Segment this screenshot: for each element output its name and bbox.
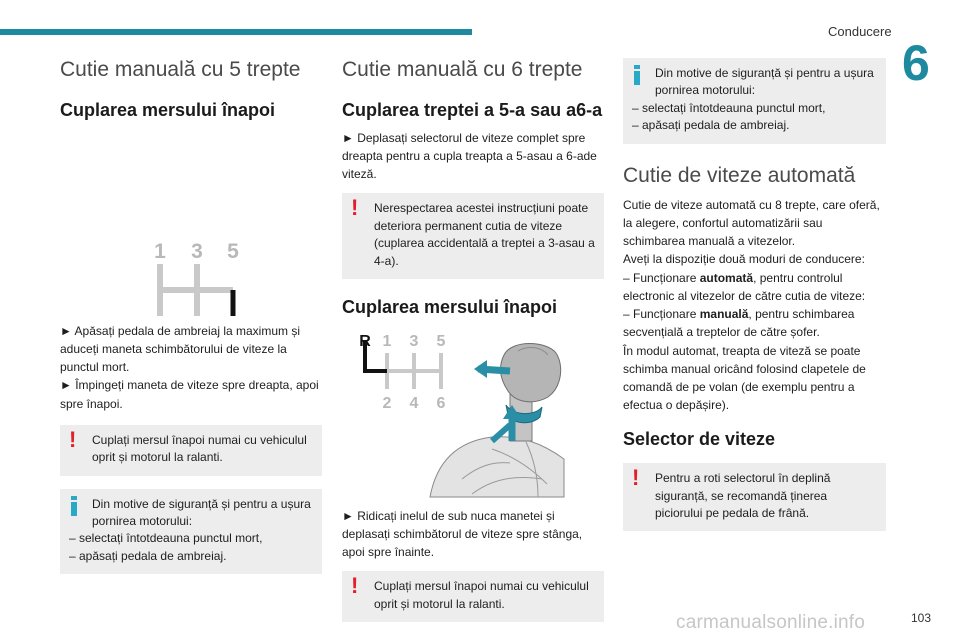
info-item-neutral: – selectați întotdeauna punctul mort, [632, 100, 826, 115]
para-paddles: În modul automat, treapta de viteză se poate schimba manual oricând folosind clapetele de comandă de pe volan (de exemplu pentru a efectua o depășire). [623, 343, 866, 413]
warning-text-part: Nerespectarea acestei instrucțiuni poate deteriora permanent cutia de viteze (cuplarea accidentală a treptei a 3-asau a 4-a). [374, 201, 595, 268]
info-note-safety-6 [623, 58, 886, 144]
warning-icon: ! [351, 573, 359, 599]
heading-5th-6th-gear: Cuplarea treptei a 5-a sau a6-a [342, 100, 603, 121]
warning-text-part: Pentru a roti selectorul în deplină siguranță, se recomandă ținerea piciorului pe pedala de frână. [655, 471, 831, 520]
step-lift-ring: ► Ridicați inelul de sub nuca manetei și deplasați schimbătorul de viteze spre stânga, apoi spre înainte. [342, 508, 583, 560]
gear6-label-5: 5 [436, 332, 446, 350]
step-move-right: ► Deplasați selectorul de viteze complet spre dreapta pentru a cupla treapta a 5-asau a 6-ade viteză. [342, 130, 597, 182]
column-manual-6-speed [342, 58, 604, 622]
gear-label-4 [191, 324, 203, 326]
gear-label-5: 5 [227, 239, 239, 263]
info-icon [634, 65, 640, 85]
warning-text: Cuplați mersul înapoi numai cu vehiculul oprit și motorul la ralanti. [92, 432, 307, 465]
gear-lever-illustration [430, 343, 564, 497]
warning-note-reverse [60, 425, 322, 476]
gear-label-2 [154, 324, 166, 326]
mode-automatic: – Funcționare automată, pentru controlul electronic al vitezelor de către cutia de viteze: [623, 270, 866, 303]
chapter-number: 6 [902, 35, 930, 91]
gear6-label-3: 3 [409, 332, 419, 350]
info-icon [71, 496, 77, 516]
info-item-neutral: – selectați întotdeauna punctul mort, [69, 531, 263, 546]
mode-manual: – Funcționare manuală, pentru schimbarea secvențială a treptelor de către șofer. [623, 307, 855, 340]
info-note-safety [60, 489, 322, 575]
heading-reverse-gear-5: Cuplarea mersului înapoi [60, 100, 276, 121]
heading-automatic-gearbox: Cutie de viteze automată [623, 163, 856, 187]
gear6-label-4: 4 [409, 394, 419, 412]
header-accent-bar [0, 29, 472, 35]
heading-gear-selector: Selector de viteze [623, 428, 776, 449]
step-push-lever: ► Împingeți maneta de viteze spre dreapta, apoi spre înapoi. [60, 378, 319, 411]
heading-manual-6-speed: Cutie manuală cu 6 trepte [342, 58, 583, 81]
para-8-speed: Cutie de viteze automată cu 8 trepte, care oferă, la alegere, confortul automatizării sau schimbarea manuală a vitezelor. [623, 197, 880, 249]
info-item-clutch: – apăsați pedala de ambreiaj. [632, 118, 790, 133]
warning-note-selector [623, 463, 886, 531]
warning-icon: ! [632, 465, 640, 491]
heading-reverse-gear-6: Cuplarea mersului înapoi [342, 297, 558, 317]
gear-diagram-6-speed [342, 329, 604, 499]
gear-diagram-5-speed [60, 136, 322, 326]
gearshift-pattern-5-icon [60, 136, 322, 326]
warning-note-reverse-6 [342, 571, 604, 622]
gear-label-1: 1 [154, 239, 166, 263]
page-number: 103 [911, 611, 932, 625]
step-press-clutch: ► Apăsați pedala de ambreiaj la maximum și aduceți maneta schimbătorului de viteze la punctul mort. [60, 323, 300, 375]
heading-manual-5-speed: Cutie manuală cu 5 trepte [60, 58, 301, 81]
warning-note-damage [342, 193, 604, 279]
section-name: Conducere [828, 24, 892, 39]
gearshift-pattern-6-icon [342, 329, 604, 499]
column-automatic [623, 58, 886, 531]
warning-icon: ! [69, 426, 77, 452]
info-intro: Din motive de siguranță și pentru a ușura pornirea motorului: [92, 496, 311, 529]
info-item-clutch: – apăsați pedala de ambreiaj. [69, 548, 227, 563]
gear-label-reverse [225, 324, 240, 326]
watermark: carmanualsonline.info [676, 612, 866, 633]
warning-icon: ! [351, 195, 359, 221]
column-manual-5-speed [60, 58, 322, 574]
gear6-label-1: 1 [382, 332, 392, 350]
gear6-label-2: 2 [382, 394, 392, 412]
warning-text: Cuplați mersul înapoi numai cu vehiculul oprit și motorul la ralanti. [374, 579, 589, 611]
gear-label-3: 3 [191, 239, 203, 263]
gear6-label-6: 6 [436, 394, 446, 412]
gear6-label-reverse: R [359, 332, 371, 350]
info-intro: Din motive de siguranță și pentru a ușura pornirea motorului: [655, 66, 874, 98]
para-two-modes: Aveți la dispoziție două moduri de conducere: [623, 252, 865, 267]
